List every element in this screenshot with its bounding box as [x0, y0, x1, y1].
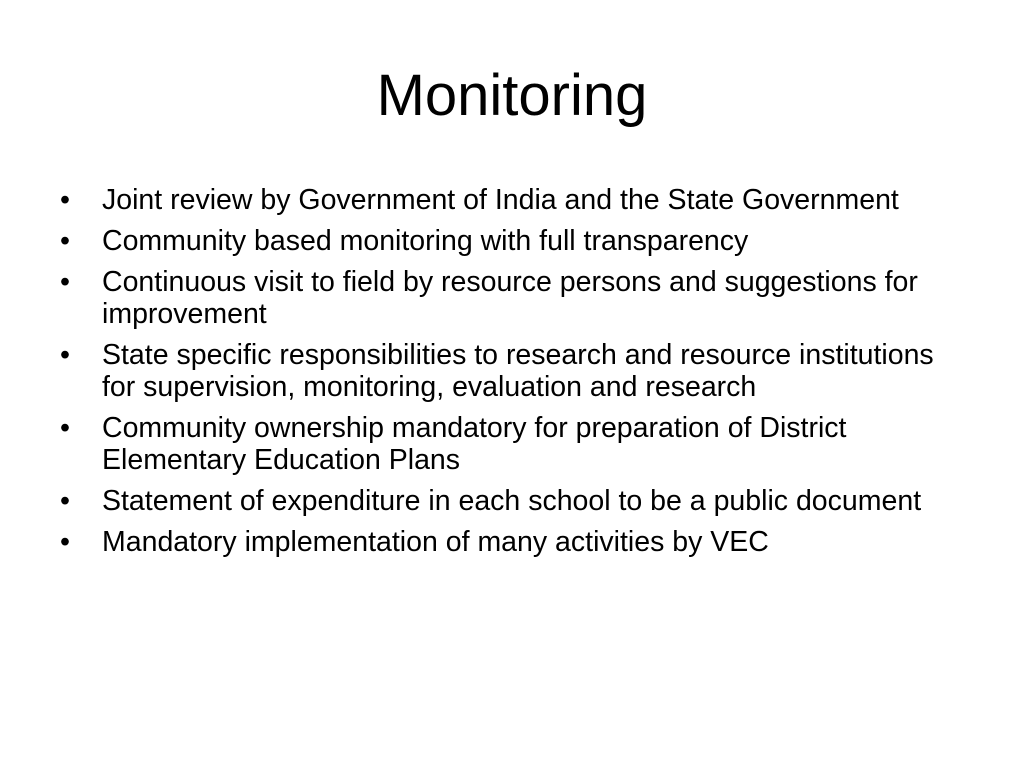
bullet-point-icon: •: [60, 339, 70, 371]
bullet-point-icon: •: [60, 184, 70, 216]
bullet-text: State specific responsibilities to research and resource institutions for supervision, monitoring, evaluation and research: [102, 339, 934, 403]
bullet-text: Community based monitoring with full transparency: [102, 225, 749, 257]
bullet-text: Community ownership mandatory for preparation of District Elementary Education Plans: [102, 412, 847, 476]
bullet-point-icon: •: [60, 412, 70, 444]
bullet-item: [58, 485, 958, 517]
bullet-text: Statement of expenditure in each school to be a public document: [102, 485, 922, 517]
bullet-point-icon: •: [60, 485, 70, 517]
bullet-list: [58, 184, 958, 567]
bullet-item: [58, 412, 958, 476]
bullet-text: Mandatory implementation of many activities by VEC: [102, 526, 769, 558]
bullet-item: [58, 184, 958, 216]
bullet-item: [58, 225, 958, 257]
bullet-item: [58, 339, 958, 403]
bullet-text: Continuous visit to field by resource persons and suggestions for improvement: [102, 266, 918, 330]
bullet-point-icon: •: [60, 526, 70, 558]
bullet-point-icon: •: [60, 266, 70, 298]
bullet-point-icon: •: [60, 225, 70, 257]
bullet-item: [58, 526, 958, 558]
bullet-text: Joint review by Government of India and the State Government: [102, 184, 899, 216]
bullet-item: [58, 266, 958, 330]
slide-title: Monitoring: [376, 63, 648, 128]
